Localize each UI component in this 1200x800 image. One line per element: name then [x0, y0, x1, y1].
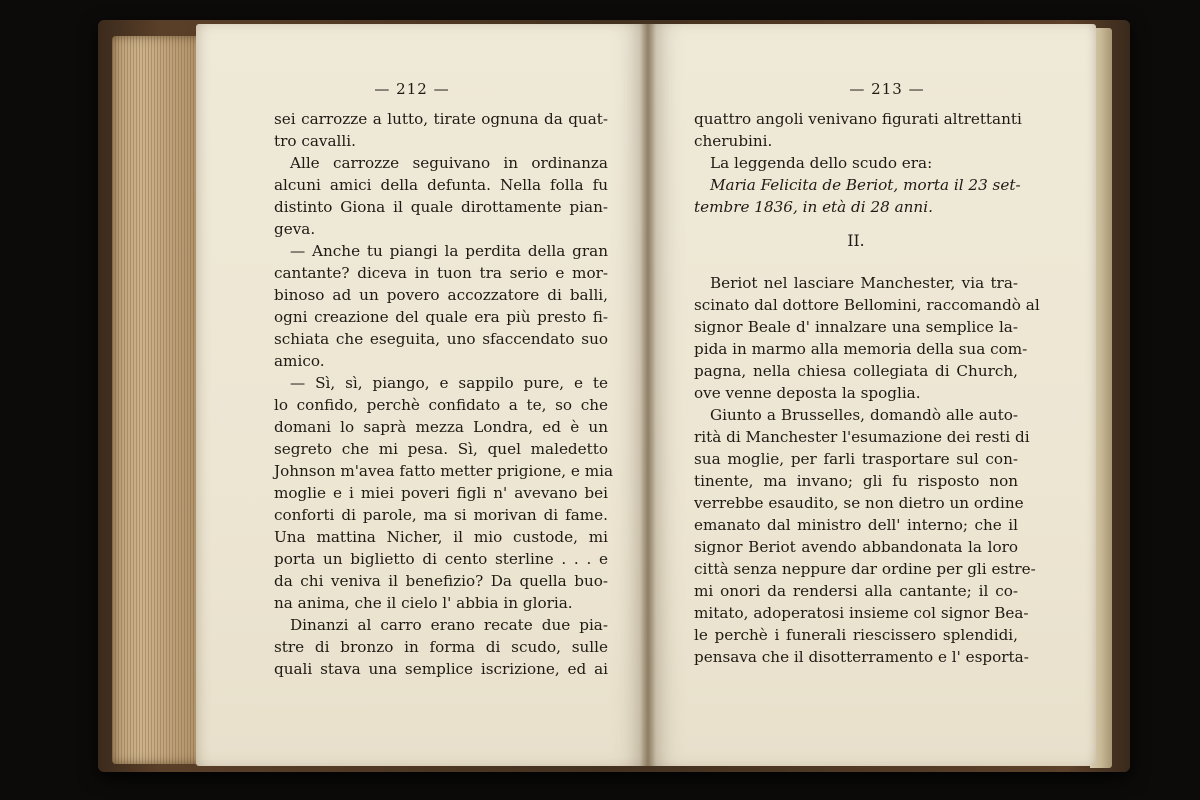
text-line: emanato dal ministro dell' interno; che il [694, 516, 1018, 534]
text-line: Maria Felicita de Beriot, morta il 23 set- [710, 176, 1021, 194]
text-line: pensava che il disotterramento e l' esporta- [694, 648, 1029, 666]
text-line: cantante? diceva in tuon tra serio e mor- [274, 264, 608, 282]
text-line: scinato dal dottore Bellomini, raccomandò al [694, 296, 1040, 314]
text-line: distinto Giona il quale dirottamente pian- [274, 198, 608, 216]
text-line: Dinanzi al carro erano recate due pia- [290, 616, 608, 634]
text-line: — Sì, sì, piango, e sappilo pure, e te [290, 374, 608, 392]
text-line: alcuni amici della defunta. Nella folla fu [274, 176, 608, 194]
text-line: ove venne deposta la spoglia. [694, 384, 921, 402]
text-line: porta un biglietto di cento sterline . . . e [274, 550, 608, 568]
text-line: pagna, nella chiesa collegiata di Church, [694, 362, 1018, 380]
text-line: Alle carrozze seguivano in ordinanza [290, 154, 608, 172]
text-line: tembre 1836, in età di 28 anni. [694, 198, 933, 216]
text-line: Johnson m'avea fatto metter prigione, e mia [274, 462, 614, 480]
text-line: le perchè i funerali riescissero splendidi, [694, 626, 1018, 644]
text-line: rità di Manchester l'esumazione dei resti di [694, 428, 1030, 446]
left-page [196, 24, 648, 766]
right-page-text [694, 108, 1040, 668]
text-line: amico. [274, 352, 325, 370]
text-line: lo confido, perchè confidato a te, so che [274, 396, 608, 414]
text-line: tinente, ma invano; gli fu risposto non [694, 472, 1018, 490]
text-line: segreto che mi pesa. Sì, quel maledetto [274, 440, 608, 458]
text-line: stre di bronzo in forma di scudo, sulle [274, 638, 608, 656]
text-line: verrebbe esaudito, se non dietro un ordine [694, 494, 1024, 512]
text-line: domani lo saprà mezza Londra, ed è un [274, 418, 608, 436]
text-line: Beriot nel lasciare Manchester, via tra- [710, 274, 1018, 292]
book-page-edges [112, 36, 208, 764]
text-line: città senza neppure dar ordine per gli estre- [694, 560, 1036, 578]
right-page-intro [694, 108, 1022, 218]
text-line: moglie e i miei poveri figli n' avevano bei [274, 484, 608, 502]
left-page-number: — 212 — [374, 80, 450, 98]
text-line: — Anche tu piangi la perdita della gran [290, 242, 608, 260]
text-line: Una mattina Nicher, il mio custode, mi [274, 528, 608, 546]
text-line: mitato, adoperatosi insieme col signor Bea- [694, 604, 1029, 622]
text-line: tro cavalli. [274, 132, 356, 150]
text-line: quattro angoli venivano figurati altrettanti [694, 110, 1022, 128]
text-line: conforti di parole, ma si morivan di fame. [274, 506, 608, 524]
text-line: quali stava una semplice iscrizione, ed ai [274, 660, 608, 678]
text-line: signor Beale d' innalzare una semplice la- [694, 318, 1018, 336]
left-page-text [274, 108, 614, 680]
text-line: sei carrozze a lutto, tirate ognuna da quat- [274, 110, 608, 128]
right-page-body [694, 272, 1040, 668]
text-line: cherubini. [694, 132, 773, 150]
text-line: ogni creazione del quale era più presto fi- [274, 308, 608, 326]
text-line: binoso ad un povero accozzatore di balli, [274, 286, 608, 304]
right-page [648, 24, 1096, 766]
text-line: pida in marmo alla memoria della sua com- [694, 340, 1028, 358]
chapter-heading: II. [847, 232, 865, 250]
right-page-number: — 213 — [849, 80, 925, 98]
text-line: schiata che eseguita, uno sfaccendato suo [274, 330, 608, 348]
text-line: Giunto a Brusselles, domandò alle auto- [710, 406, 1018, 424]
text-line: na anima, che il cielo l' abbia in gloria. [274, 594, 573, 612]
text-line: signor Beriot avendo abbandonata la loro [694, 538, 1018, 556]
text-line: sua moglie, per farli trasportare sul con- [694, 450, 1018, 468]
text-line: mi onori da rendersi alla cantante; il co- [694, 582, 1018, 600]
text-line: La leggenda dello scudo era: [710, 154, 933, 172]
book-gutter [640, 24, 656, 766]
text-line: da chi veniva il benefizio? Da quella buo- [274, 572, 608, 590]
text-line: geva. [274, 220, 316, 238]
